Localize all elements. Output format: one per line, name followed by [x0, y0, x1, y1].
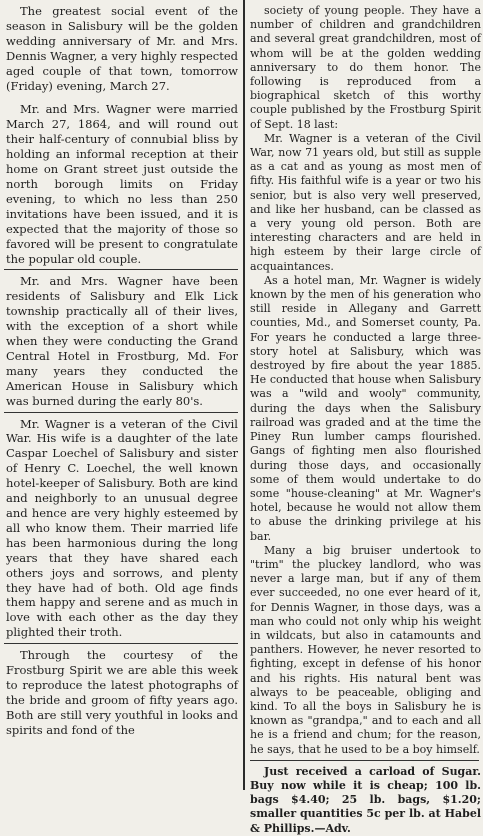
advertisement: Just received a carload of Sugar. Buy now while it is cheap; 100 lb. bags $4.40; 25 lb. bags, $1.20; smaller quantities 5c per lb. at Habel & Phillips.—Adv.: [250, 764, 481, 835]
article-paragraph: The greatest social event of the season in Salisbury will be the golden wedding anniversary of Mr. and Mrs. Dennis Wagner, a very highly respected aged couple of that town, tomorrow (Friday) evening, March 27.: [6, 4, 238, 93]
section-divider: [4, 643, 238, 644]
article-paragraph: Through the courtesy of the Frostburg Spirit we are able this week to reproduce the latest photographs of the bride and groom of fifty years ago. Both are still very youthful in looks and spirits and fond of the: [6, 648, 238, 737]
left-column: [0, 0, 242, 790]
article-paragraph: Many a big bruiser undertook to "trim" the pluckey landlord, who was never a large man, but if any of them ever succeeded, no one ever heard of it, for Dennis Wagner, in those days, was a man who could not only whip his weight in wildcats, but also in catamounts and panthers. However, he never resorted to fighting, except in defense of his honor and his rights. His natural bent was always to be peaceable, obliging and kind. To all the boys in Salisbury he is known as "grandpa," and to each and all he is a friend and chum; for the reason, he says, that he used to be a boy himself.: [250, 543, 481, 756]
column-rule: [243, 0, 245, 790]
section-divider: [4, 269, 238, 270]
right-column: [246, 0, 483, 835]
article-paragraph: Mr. Wagner is a veteran of the Civil War, now 71 years old, but still as supple as a cat and as young as most men of fifty. His faithful wife is a year or two his senior, but is also very well preserved, and like her husband, can be classed as a very young old person. Both are interesting characters and are held in high esteem by their large circle of acquaintances.: [250, 131, 481, 273]
section-divider: [250, 760, 479, 761]
section-divider: [4, 412, 238, 413]
article-paragraph: Mr. and Mrs. Wagner were married March 27, 1864, and will round out their half-century of connubial bliss by holding an informal reception at their home on Grant street just outside the north borough limits on Friday evening, to which no less than 250 invitations have been issued, and it is expected that the majority of those so favored will be present to congratulate the popular old couple.: [6, 102, 238, 266]
article-paragraph: society of young people. They have a number of children and grandchildren and several great grandchildren, most of whom will be at the golden wedding anniversary to do them honor. The following is reproduced from a biographical sketch of this worthy couple published by the Frostburg Spirit of Sept. 18 last:: [250, 4, 481, 131]
article-paragraph: Mr. Wagner is a veteran of the Civil War. His wife is a daughter of the late Caspar Loechel of Salisbury and sister of Henry C. Loechel, the well known hotel-keeper of Salisbury. Both are kind and neighborly to an unusual degree and hence are very highly esteemed by all who know them. Their married life has been harmonious during the long years that they have shared each others joys and sorrows, and plenty they have had of both. Old age finds them happy and serene and as much in love with each other as the day they plighted their troth.: [6, 416, 238, 640]
article-paragraph: Mr. and Mrs. Wagner have been residents of Salisbury and Elk Lick township practically all of their lives, with the exception of a short while when they were conducting the Grand Central Hotel in Frostburg, Md. For many years they conducted the American House in Salisbury which was burned during the early 80's.: [6, 274, 238, 408]
article-paragraph: As a hotel man, Mr. Wagner is widely known by the men of his generation who still reside in Allegany and Garrett counties, Md., and Somerset county, Pa. For years he conducted a large three-story hotel at Salisbury, which was destroyed by fire about the year 1885. He conducted that house when Salisbury was a "wild and wooly" community, during the days when the Salisbury railroad was graded and at the time the Piney Run lumber camps flourished. Gangs of fighting men also flourished during those days, and occasionally some of them would undertake to do some "house-cleaning" at Mr. Wagner's hotel, because he would not allow them to abuse the drinking privilege at his bar.: [250, 273, 481, 543]
